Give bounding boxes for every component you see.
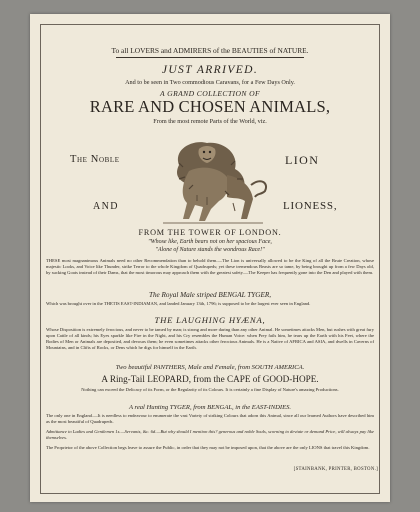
leopard-heading: A Ring-Tail LEOPARD, from the CAPE of GOOD-HOPE. <box>101 374 319 384</box>
proprietor-text: The Proprietor of the above Collection begs leave to assure the Public, in order that they may not be imposed upon, that the above are the only LIONS that travel this Kingdom. <box>46 445 370 450</box>
bengal-tiger-text: Which was brought over in the THETIS EAST-INDIAMAN, and landed January 13th, 1796; is supposed to be the largest ever seen in England. <box>46 301 311 306</box>
header-line: To all LOVERS and ADMIRERS of the BEAUTIES of NATURE. <box>111 46 309 55</box>
seen-line: And to be seen in Two commodious Caravans, for a Few Days Only. <box>125 79 295 86</box>
leopard-text: Nothing can exceed the Delicacy of its Form, or the Regularity of its Colours. It is certainly a fine Display of Nature's amazing Productions. <box>81 387 339 392</box>
lion-label: LION <box>285 153 320 167</box>
remote-parts-line: From the most remote Parts of the World, viz. <box>153 118 267 125</box>
panthers-line: Two beautiful PANTHERS, Male and Female, from SOUTH AMERICA. <box>115 364 305 371</box>
quote-line-2: "Alone of Nature stands the wondrous Race!" <box>155 247 265 253</box>
tower-line: FROM THE TOWER OF LONDON. <box>138 228 282 237</box>
quote-line-1: "Whose like, Earth bears not on her spacious Face, <box>148 239 272 245</box>
hunting-tiger-heading: A real Hunting TYGER, from BENGAL, in the EAST-INDIES. <box>128 404 292 411</box>
and-label: AND <box>93 201 119 212</box>
just-arrived-heading: JUST ARRIVED. <box>161 64 259 76</box>
intro-paragraph: THESE most magnanimous Animals need no other Recommendation than to behold them.—The Lion is universally allowed to be the King of all the Brute Creation, whose majestic Looks, and Voice like Thunder, strike Terror to the whole Kingdom of Quadrupeds; yet these tremendous Beasts are so tame, by being brought up from a few Days old, by sucking Goats instead of their Dams, that the most timorous may approach them with the greatest safety.—The Keeper has frequently gone into the Den and played with them. <box>46 258 374 276</box>
hyaena-heading: THE LAUGHING HYÆNA, <box>154 315 266 325</box>
printer-imprint: [STAINBANK, PRINTER, BOSTON.] <box>293 467 378 472</box>
lioness-label: LIONESS, <box>283 200 338 212</box>
rare-animals-heading: RARE AND CHOSEN ANIMALS, <box>89 97 331 116</box>
bengal-tiger-heading: The Royal Male striped BENGAL TYGER, <box>148 291 272 299</box>
admittance-text: Admittance to Ladies and Gentlemen 1s.—Servants, &c. 6d.—But why should I mention this? generous and noble Souls, scorning to deviate or demand Price, will always pay like themselves. <box>46 429 374 441</box>
hunting-tiger-text: The only one in England.—It is needless to endeavour to enumerate the vast Variety of striking Colours that adorn this Animal, since all our learned Authors have described him as the most beautiful of Quadrupeds. <box>46 413 374 425</box>
collection-line: A GRAND COLLECTION OF <box>159 89 261 98</box>
noble-label: The Noble <box>70 154 120 165</box>
broadside-sheet <box>30 14 390 502</box>
divider <box>116 57 304 58</box>
lion-engraving <box>143 135 275 225</box>
hyaena-text: Whose Disposition is extremely ferocious, and never to be tamed by man; is strong and more daring than any other Animal. He sometimes attacks Men, but rushes with great fury upon Cattle of all kinds; his Eyes sparkle like Fire in the Night, and his Cry resembles the Human Voice: when Prey fails him, he tears up the Earth with his Feet, where the Bodies of Men or Animals are deposited, and devours them; he even sometimes attacks other ferocious Animals. He is a Native of AFRICA and ASIA, and dwells in Caverns of Mountains, and in Clifts of Rocks, or Dens which he digs for himself in the Earth. <box>46 327 374 351</box>
